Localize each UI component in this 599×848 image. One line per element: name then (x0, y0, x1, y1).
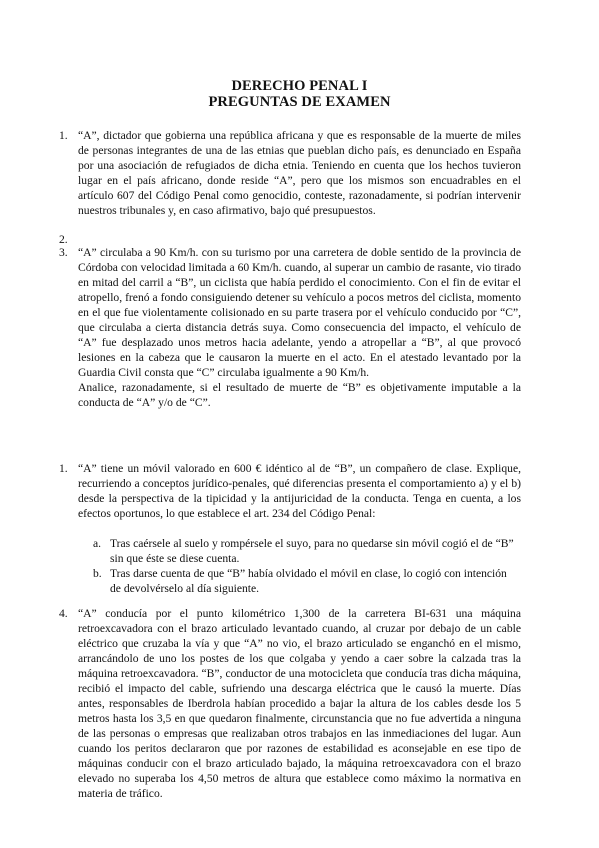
subitem-b (93, 566, 520, 596)
question-text: “A”, dictador que gobierna una república africana y que es responsable de la muerte de miles de personas integrantes de una de las etnias que pueblan dicho país, es denunciado en España por una asociación de refugiados de dicha etnia. Teniendo en cuenta que los hechos tuvieron lugar en el país africano, donde reside “A”, pero que los mismos son encuadrables en el artículo 607 del Código Penal como genocidio, conteste, razonadamente, si podrían intervenir nuestros tribunales y, en caso afirmativo, bajo qué presupuestos. (78, 129, 521, 217)
question-number: 1. (59, 462, 68, 475)
question-3 (59, 245, 521, 410)
question-4 (59, 461, 521, 521)
subitem-label: b. (93, 567, 102, 580)
question-text: “A” circulaba a 90 Km/h. con su turismo por una carretera de doble sentido de la provincia de Córdoba con velocidad limitada a 60 Km/h. cuando, al superar un cambio de rasante, vio tirado en mitad del carril a “B”, un ciclista que había perdido el conocimiento. Con el fin de evitar el atropello, frenó a fondo consiguiendo detener su vehículo a pocos metros del ciclista, momento en el que fue violentamente colisionado en su parte trasera por el vehículo conducido por “C”, que circulaba a cierta distancia detrás suya. Como consecuencia del impacto, el vehículo de “A” fue desplazado unos metros hacia adelante, yendo a atropellar a “B”, al que provocó lesiones en la cabeza que le causaron la muerte en el acto. En el atestado levantado por la Guardia Civil consta que “C” circulaba igualmente a 90 Km/h. (78, 246, 521, 379)
subitem-text: Tras caérsele al suelo y rompérsele el suyo, para no quedarse sin móvil cogió el de “B” sin que éste se diese cuenta. (110, 537, 514, 565)
question-text: “A” conducía por el punto kilométrico 1,300 de la carretera BI-631 una máquina retroexcavadora con el brazo articulado levantado cuando, al cruzar por debajo de un cable eléctrico que cruzaba la vía y que “A” no vio, el brazo articulado se enganchó en el mismo, arrancándolo de uno los postes de los que colgaba y yendo a caer sobre la calzada tras la máquina retroexcavadora. “B”, conductor de una motocicleta que conducía tras dicha máquina, recibió el impacto del cable, sufriendo una descarga eléctrica que le causó la muerte. Días antes, responsables de Iberdrola habían procedido a bajar la altura de los cables desde los 5 metros hasta los 3,5 en que quedaron finalmente, circunstancia que no fue advertida a ninguna de las personas o empresas que realizaban otros trabajos en las inmediaciones del lugar. Aun cuando los peritos declararon que por razones de estabilidad es aconsejable en ese tipo de máquinas conducir con el brazo articulado bajado, la máquina retroexcavadora con el brazo elevado no superaba los 4,50 metros de altura que establece como máximo la normativa en materia de tráfico. (78, 607, 521, 800)
question-1 (59, 128, 521, 218)
question-followup: Analice, razonadamente, si el resultado de muerte de “B” es objetivamente imputable a la conducta de “A” y/o de “C”. (78, 381, 521, 409)
question-number: 3. (59, 246, 68, 259)
document-title: DERECHO PENAL I (231, 78, 368, 94)
subitem-label: a. (93, 537, 102, 550)
question-number: 1. (59, 129, 68, 142)
question-number: 2. (59, 233, 68, 246)
subitem-a (93, 536, 520, 566)
subitem-text: Tras darse cuenta de que “B” había olvidado el móvil en clase, lo cogió con intención de devolvérselo al día siguiente. (110, 567, 507, 595)
question-number: 4. (59, 607, 68, 620)
document-subtitle: PREGUNTAS DE EXAMEN (208, 94, 391, 110)
question-text: “A” tiene un móvil valorado en 600 € idéntico al de “B”, un compañero de clase. Explique, recurriendo a conceptos jurídico-penales, qué diferencias presenta el comportamiento a) y el b) desde la perspectiva de la tipicidad y la antijuricidad de la conducta. Tenga en cuenta, a los efectos oportunos, lo que establece el art. 234 del Código Penal: (78, 462, 521, 520)
question-5 (59, 606, 521, 801)
